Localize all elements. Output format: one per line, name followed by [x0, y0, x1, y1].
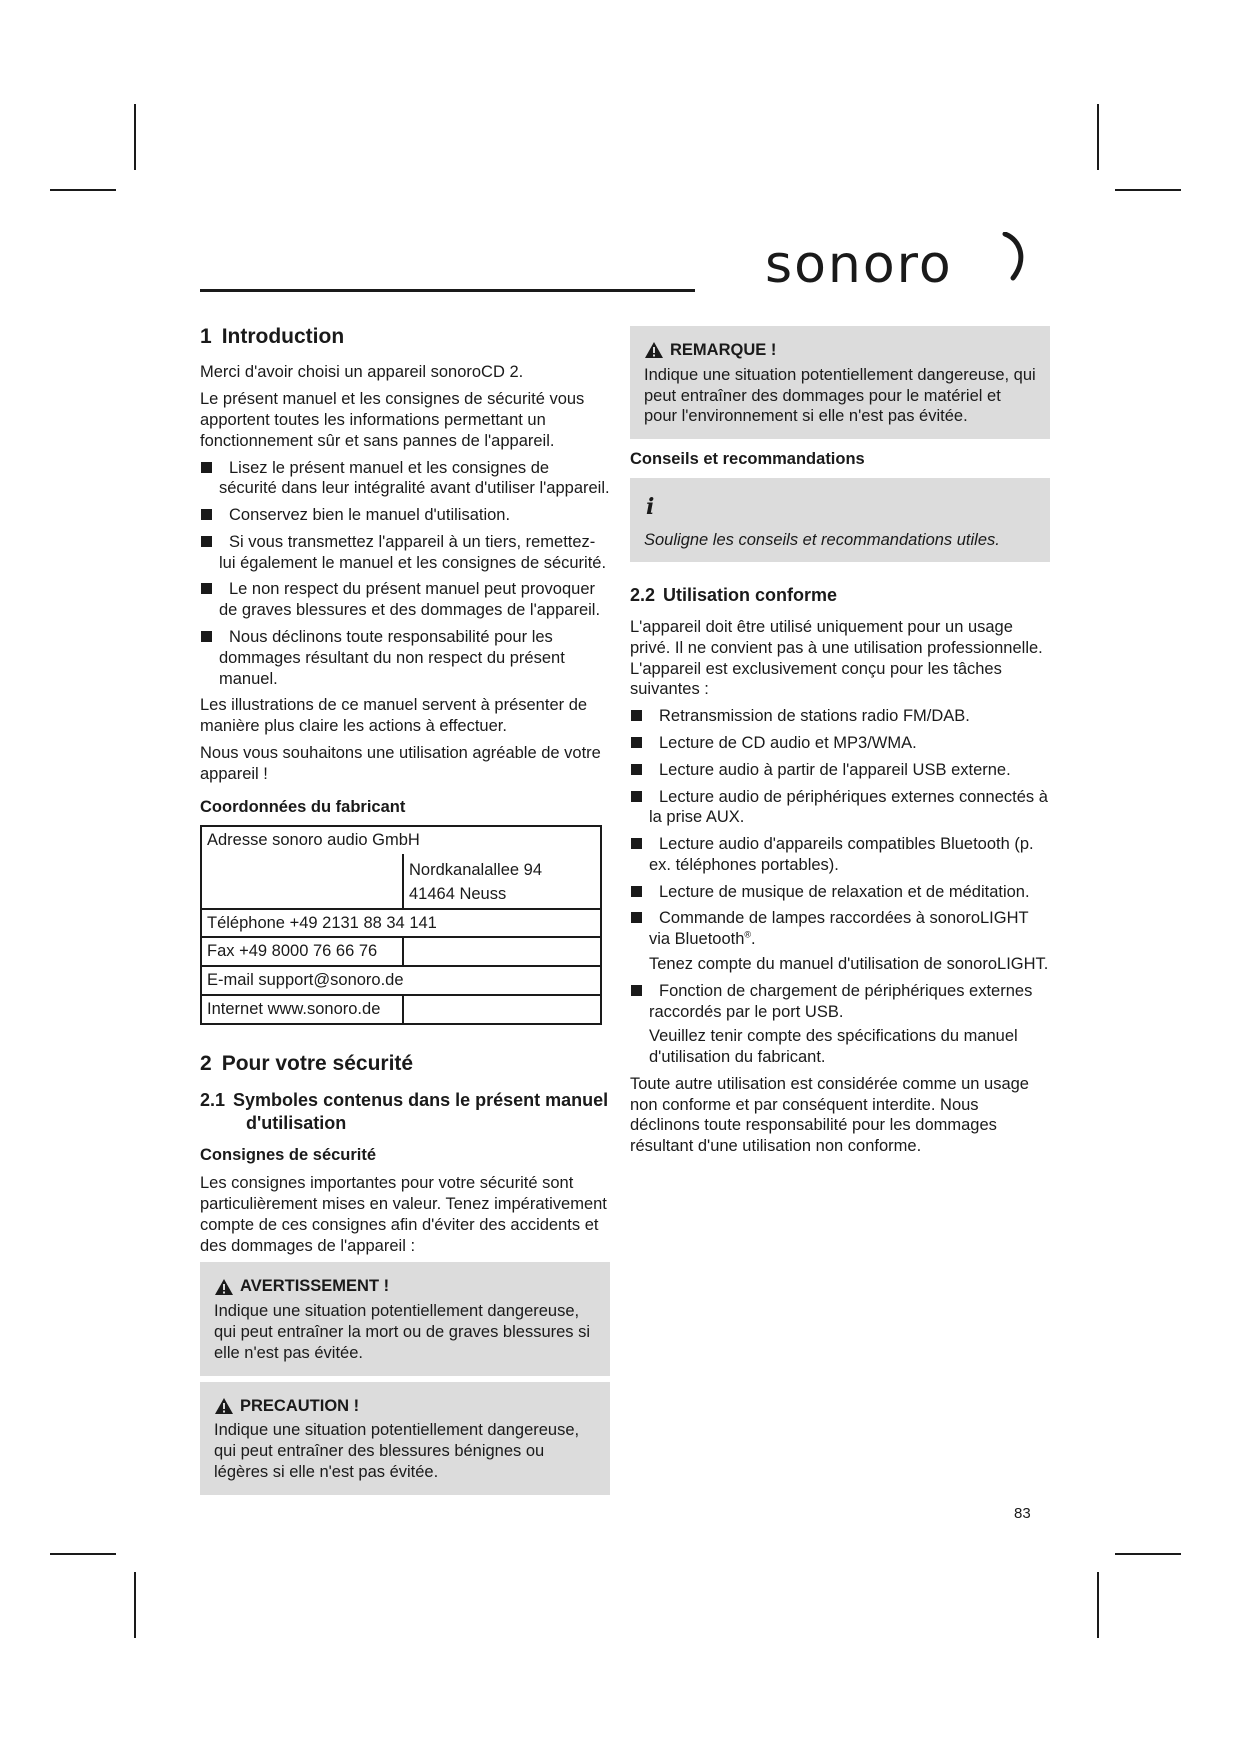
usage-bullet-list [630, 706, 1050, 950]
crop-mark [1097, 1572, 1099, 1638]
manufacturer-table [200, 825, 602, 1024]
list-item: Lecture audio d'appareils compatibles Bluetooth (p. ex. téléphones portables). [630, 834, 1050, 876]
list-item: Commande de lampes raccordées à sonoroLIGHT via Bluetooth®. [630, 908, 1050, 950]
caution-title: PRECAUTION ! [240, 1396, 360, 1415]
safety-heading: 2 Pour votre sécurité [200, 1051, 414, 1075]
crop-mark [134, 1572, 136, 1638]
intro-paragraph: Les illustrations de ce manuel servent à présenter de manière plus claire les actions à effectuer. [200, 696, 588, 736]
list-item: Nous déclinons toute responsabilité pour les dommages résultant du non respect du présent manuel. [200, 627, 610, 689]
table-row: Adresse sonoro audio GmbH [201, 826, 601, 854]
consignes-heading: Consignes de sécurité [200, 1145, 377, 1164]
list-item: Lecture audio de périphériques externes connectés à la prise AUX. [630, 787, 1050, 829]
usage-note: Tenez compte du manuel d'utilisation de sonoroLIGHT. [649, 955, 1049, 974]
consignes-paragraph: Les consignes importantes pour votre sécurité sont particulièrement mises en valeur. Tenez impérativement compte de ces consignes afin d'éviter des accidents et des dommages de l'appareil : [200, 1174, 607, 1255]
crop-mark [1097, 104, 1099, 170]
crop-mark [1115, 1553, 1181, 1555]
notice-box [630, 326, 1050, 439]
page-number: 83 [1014, 1505, 1031, 1522]
table-row: Fax +49 8000 76 66 76 [201, 937, 601, 966]
table-row: Nordkanalallee 94 41464 Neuss [201, 854, 601, 909]
logo-text: sonoro [765, 235, 953, 292]
usage-bullet-list [630, 981, 1050, 1023]
list-item: Fonction de chargement de périphériques externes raccordés par le port USB. [630, 981, 1050, 1023]
list-item: Lecture audio à partir de l'appareil USB externe. [630, 760, 1050, 781]
list-item: Lecture de CD audio et MP3/WMA. [630, 733, 1050, 754]
list-item: Lisez le présent manuel et les consignes de sécurité dans leur intégralité avant d'utiliser l'appareil. [200, 458, 610, 500]
caution-box [200, 1382, 610, 1495]
intro-heading: 1 Introduction [200, 325, 345, 348]
warning-icon [644, 341, 664, 359]
header-rule [200, 289, 695, 292]
table-row: Téléphone +49 2131 88 34 141 [201, 909, 601, 938]
table-row: Internet www.sonoro.de [201, 995, 601, 1024]
usage-paragraph: L'appareil doit être utilisé uniquement pour un usage privé. Il ne convient pas à une utilisation professionnelle. L'appareil est exclusivement conçu pour les tâches suivantes : [630, 618, 1043, 699]
warning-text: Indique une situation potentiellement dangereuse, qui peut entraîner la mort ou de graves blessures si elle n'est pas évitée. [214, 1302, 591, 1362]
warning-title: AVERTISSEMENT ! [240, 1277, 390, 1296]
list-item: Conservez bien le manuel d'utilisation. [200, 505, 610, 526]
notice-title: REMARQUE ! [670, 341, 777, 359]
symbols-heading: 2.1 Symboles contenus dans le présent manuel d'utilisation [200, 1090, 609, 1133]
warning-box [200, 1262, 610, 1375]
info-icon: i [646, 493, 655, 520]
right-column [630, 326, 1050, 1163]
caution-text: Indique une situation potentiellement dangereuse, qui peut entraîner des blessures bénignes ou légères si elle n'est pas évitée. [214, 1421, 580, 1481]
left-column [200, 324, 610, 1501]
intro-bullet-list [200, 458, 610, 690]
intro-paragraph: Merci d'avoir choisi un appareil sonoroCD 2. [200, 363, 524, 382]
crop-mark [134, 104, 136, 170]
tips-box [630, 478, 1050, 563]
crop-mark [50, 189, 116, 191]
crop-mark [1115, 189, 1181, 191]
list-item: Retransmission de stations radio FM/DAB. [630, 706, 1050, 727]
tips-text: Souligne les conseils et recommandations utiles. [644, 530, 1000, 549]
manufacturer-heading: Coordonnées du fabricant [200, 797, 406, 816]
intro-paragraph: Nous vous souhaitons une utilisation agréable de votre appareil ! [200, 743, 601, 783]
notice-text: Indique une situation potentiellement dangereuse, qui peut entraîner des dommages pour le matériel et pour l'environnement si elle n'est pas évitée. [644, 365, 1036, 426]
usage-paragraph: Toute autre utilisation est considérée comme un usage non conforme et par conséquent interdite. Nous déclinons toute responsabilité pour les dommages résultant d'une utilisation non conforme. [630, 1074, 1029, 1156]
warning-icon [214, 1397, 234, 1415]
usage-heading: 2.2 Utilisation conforme [630, 585, 838, 606]
list-item: Le non respect du présent manuel peut provoquer de graves blessures et des dommages de l'appareil. [200, 579, 610, 621]
table-row: E-mail support@sonoro.de [201, 966, 601, 995]
list-item: Si vous transmettez l'appareil à un tiers, remettez-lui également le manuel et les consignes de sécurité. [200, 532, 610, 574]
intro-paragraph: Le présent manuel et les consignes de sécurité vous apportent toutes les informations permettant un fonctionnement sûr et sans pannes de l'appareil. [200, 390, 585, 450]
list-item: Lecture de musique de relaxation et de méditation. [630, 882, 1050, 903]
tips-heading: Conseils et recommandations [630, 450, 865, 469]
crop-mark [50, 1553, 116, 1555]
warning-icon [214, 1278, 234, 1296]
sonoro-logo [765, 232, 1035, 292]
usage-note: Veuillez tenir compte des spécifications du manuel d'utilisation du fabricant. [649, 1027, 1018, 1067]
